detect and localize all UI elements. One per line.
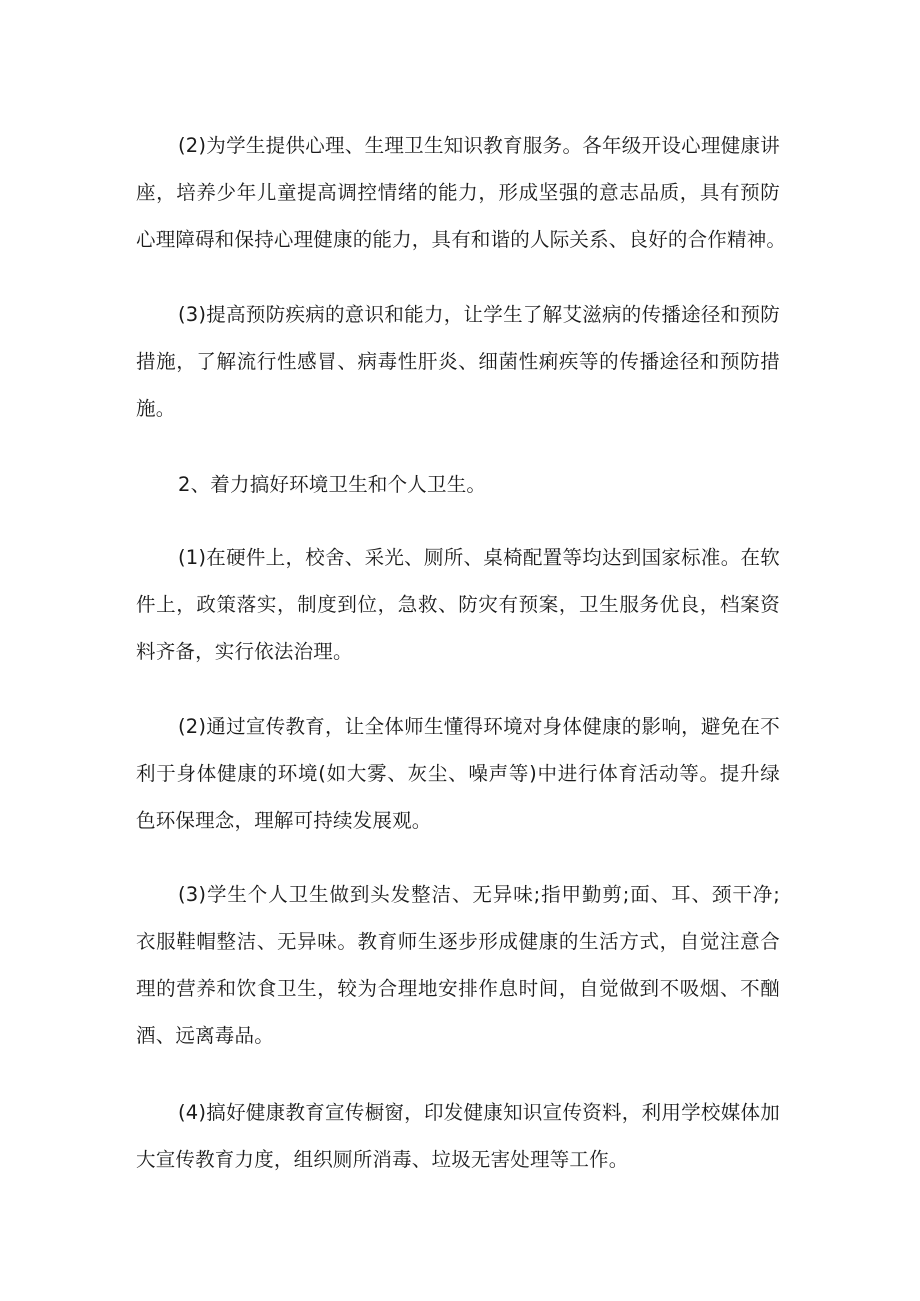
paragraph-line: 理的营养和饮食卫生，较为合理地安排作息时间，自觉做到不吸烟、不酗: [136, 977, 780, 1000]
paragraph-line: (2)通过宣传教育，让全体师生懂得环境对身体健康的影响，避免在不: [178, 715, 780, 738]
paragraph-line: (4)搞好健康教育宣传橱窗，印发健康知识宣传资料，利用学校媒体加: [178, 1101, 780, 1124]
paragraph-disease-prevention: [136, 291, 780, 432]
paragraph-hardware-standards: [136, 534, 780, 675]
paragraph-mental-health: [136, 122, 787, 263]
paragraph-line: (3)学生个人卫生做到头发整洁、无异味;指甲勤剪;面、耳、颈干净;: [178, 883, 780, 906]
paragraph-line: 件上，政策落实，制度到位，急救、防灾有预案，卫生服务优良，档案资: [136, 593, 780, 616]
paragraph-line: 色环保理念，理解可持续发展观。: [136, 809, 432, 832]
paragraph-line: (3)提高预防疾病的意识和能力，让学生了解艾滋病的传播途径和预防: [178, 303, 780, 326]
paragraph-line: 大宣传教育力度，组织厕所消毒、垃圾无害处理等工作。: [136, 1148, 629, 1171]
paragraph-line: 料齐备，实行依法治理。: [136, 640, 353, 663]
paragraph-line: (2)为学生提供心理、生理卫生知识教育服务。各年级开设心理健康讲: [178, 134, 780, 157]
paragraph-line: 施。: [136, 397, 176, 420]
paragraph-publicity-window: [136, 1089, 780, 1183]
section-heading: [136, 461, 780, 508]
paragraph-line: 酒、远离毒品。: [136, 1024, 274, 1047]
section-heading-line: 2、着力搞好环境卫生和个人卫生。: [178, 473, 487, 496]
paragraph-environment-education: [136, 703, 780, 844]
paragraph-line: (1)在硬件上，校舍、采光、厕所、桌椅配置等均达到国家标准。在软: [178, 546, 780, 569]
paragraph-personal-hygiene: [136, 871, 780, 1059]
paragraph-line: 衣服鞋帽整洁、无异味。教育师生逐步形成健康的生活方式，自觉注意合: [136, 930, 780, 953]
paragraph-line: 心理障碍和保持心理健康的能力，具有和谐的人际关系、良好的合作精神。: [136, 228, 787, 251]
paragraph-line: 利于身体健康的环境(如大雾、灰尘、噪声等)中进行体育活动等。提升绿: [136, 762, 780, 785]
paragraph-line: 措施，了解流行性感冒、病毒性肝炎、细菌性痢疾等的传播途径和预防措: [136, 350, 780, 373]
paragraph-line: 座，培养少年儿童提高调控情绪的能力，形成坚强的意志品质，具有预防: [136, 181, 780, 204]
